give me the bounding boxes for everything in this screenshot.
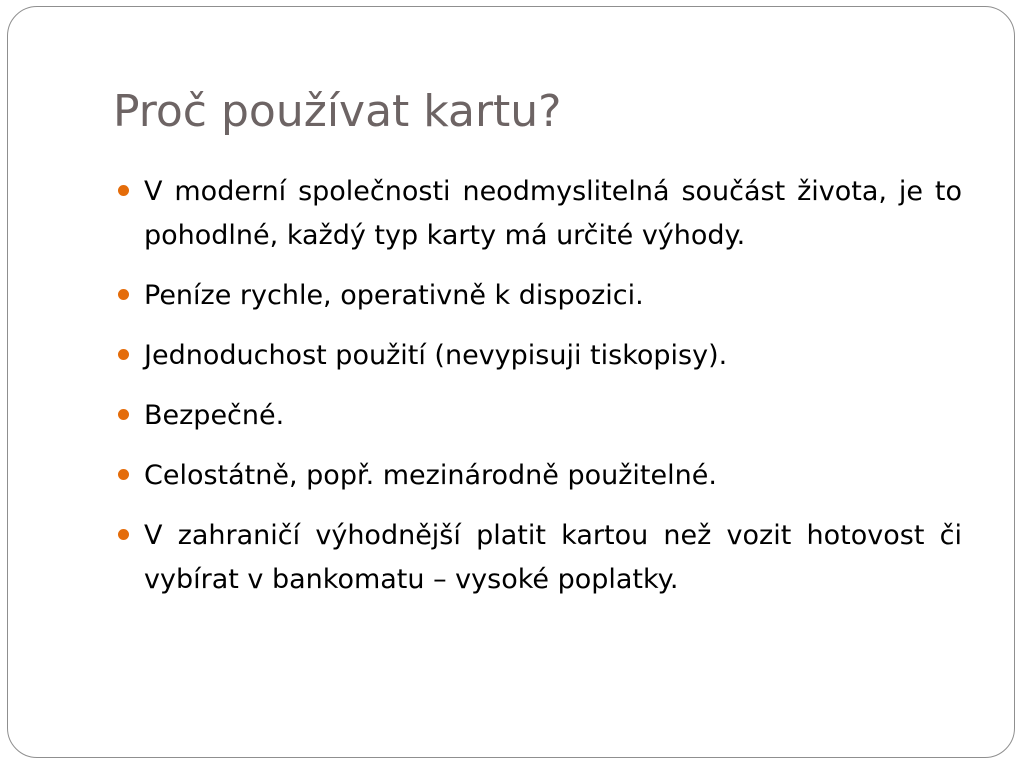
bullet-item: [118, 394, 962, 438]
bullet-item: [118, 514, 962, 602]
bullet-text: Jednoduchost použití (nevypisuji tiskopisy).: [144, 340, 728, 371]
slide-title: Proč používat kartu?: [113, 86, 562, 137]
bullet-text: Peníze rychle, operativně k dispozici.: [144, 280, 644, 311]
bullet-dot-icon: [118, 349, 129, 360]
bullet-item: [118, 334, 962, 378]
bullet-text: V moderní společnosti neodmyslitelná součást života, je to pohodlné, každý typ karty má určité výhody.: [144, 176, 962, 251]
bullet-dot-icon: [118, 529, 129, 540]
bullet-dot-icon: [118, 409, 129, 420]
bullet-dot-icon: [118, 469, 129, 480]
bullet-list: [118, 170, 962, 618]
bullet-dot-icon: [118, 185, 129, 196]
bullet-item: [118, 454, 962, 498]
bullet-text: Celostátně, popř. mezinárodně použitelné.: [144, 460, 717, 491]
bullet-text: V zahraničí výhodnější platit kartou než vozit hotovost či vybírat v bankomatu – vysoké poplatky.: [144, 520, 962, 595]
bullet-text: Bezpečné.: [144, 400, 285, 431]
bullet-item: [118, 274, 962, 318]
bullet-dot-icon: [118, 289, 129, 300]
bullet-item: [118, 170, 962, 258]
